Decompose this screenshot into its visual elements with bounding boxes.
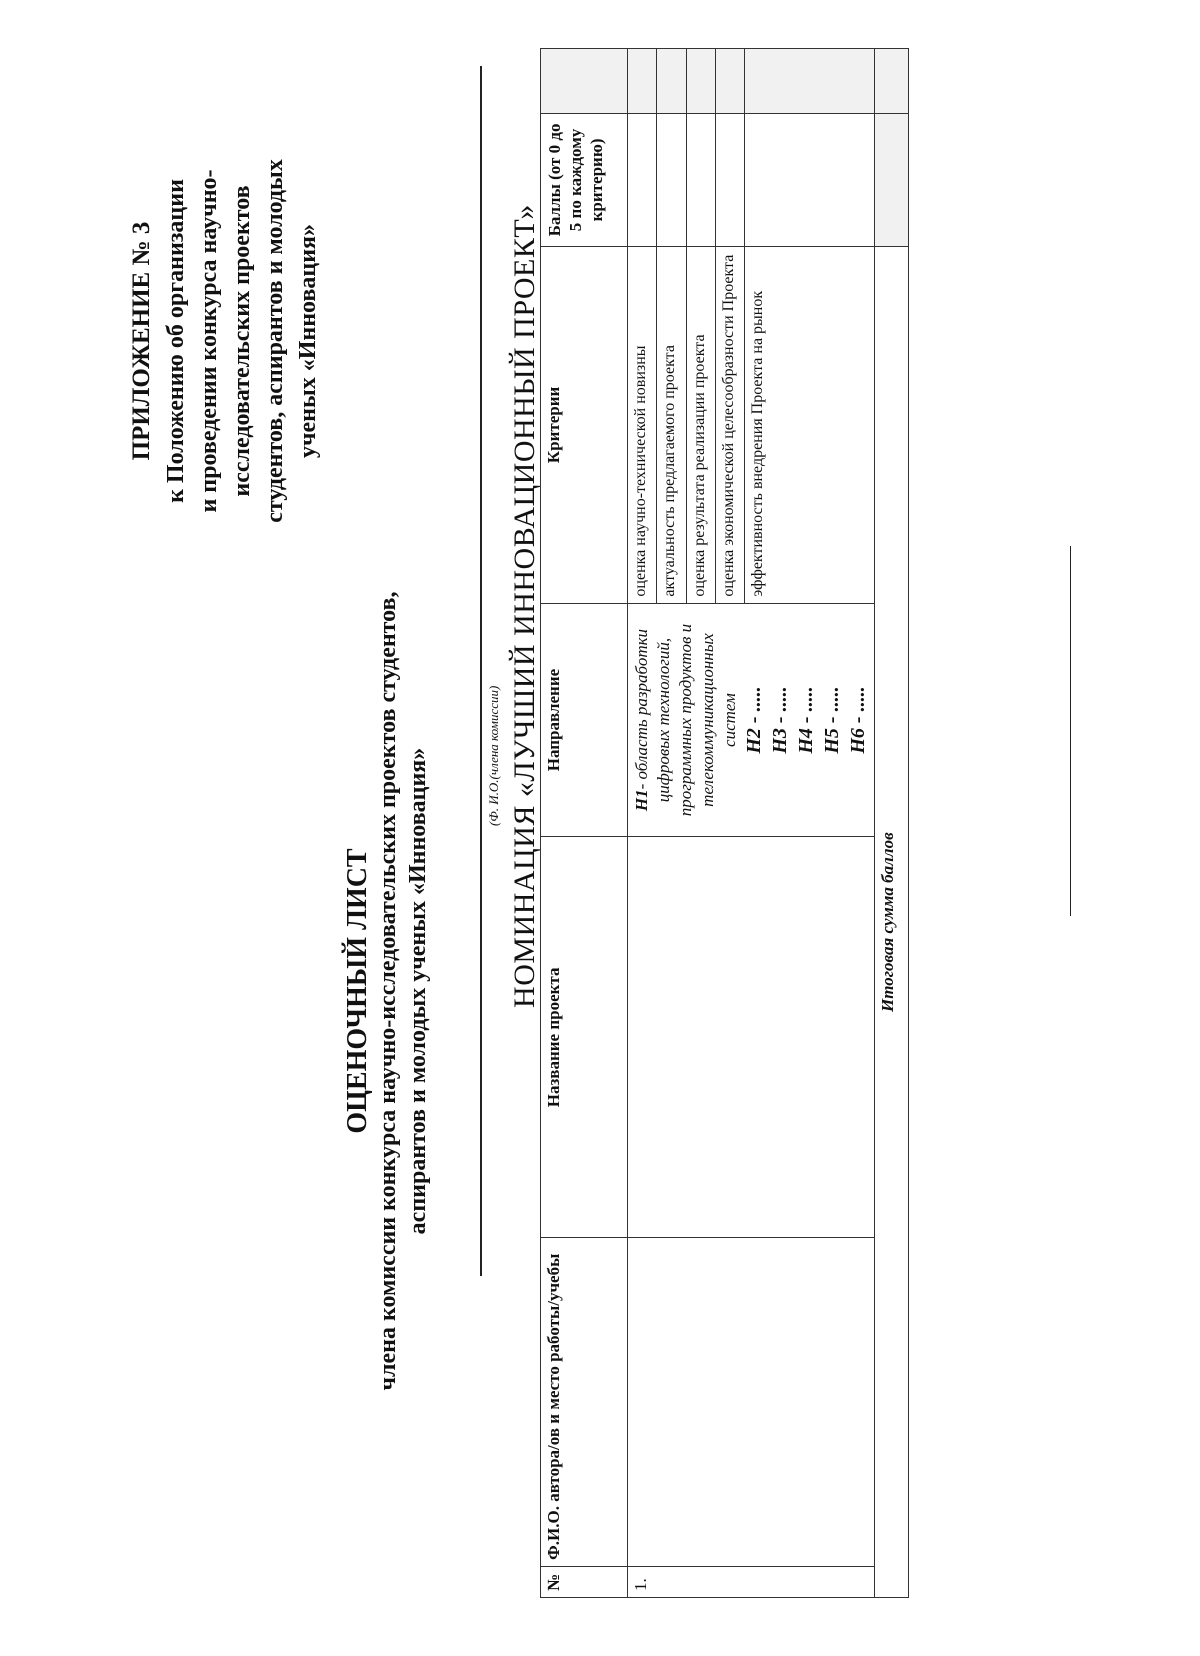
extra-cell	[657, 49, 686, 114]
appendix-line: к Положению об организации	[163, 179, 189, 503]
signature-line	[1070, 546, 1071, 916]
total-extra-cell	[875, 49, 909, 114]
extra-cell	[715, 49, 744, 114]
extra-cell	[745, 49, 875, 114]
criterion-cell: оценка экономической целесообразности Проекта	[715, 247, 744, 603]
sheet-subtitle-line2: аспирантов и молодых ученых «Инновация»	[405, 747, 431, 1235]
direction-item: Н2 - .....	[743, 686, 765, 754]
direction-item: Н4 - .....	[795, 686, 817, 754]
direction-item: Н6 - .....	[847, 686, 869, 754]
direction-item: Н5 - .....	[821, 686, 843, 754]
sheet-title: ОЦЕНОЧНЫЙ ЛИСТ	[342, 848, 373, 1134]
criterion-cell: оценка результата реализации проекта	[686, 247, 715, 603]
criterion-cell: эффективность внедрения Проекта на рынок	[745, 247, 875, 603]
row-direction-cell	[628, 603, 875, 837]
total-label: Итоговая сумма баллов	[875, 247, 909, 1598]
appendix-title: ПРИЛОЖЕНИЕ № 3	[128, 221, 155, 461]
extra-cell	[628, 49, 657, 114]
direction-h1-code: Н1	[632, 789, 651, 812]
sheet-title-block	[343, 446, 433, 1536]
header-project-name: Название проекта	[541, 837, 628, 1238]
direction-item: Н3 - .....	[769, 686, 791, 754]
header-author: Ф.И.О. автора/ов и место работы/учебы	[541, 1238, 628, 1567]
table-header-row	[541, 49, 628, 1598]
appendix-header	[125, 81, 325, 601]
total-row	[875, 49, 909, 1598]
score-cell[interactable]	[686, 113, 715, 247]
fio-signature-line	[480, 66, 482, 1276]
score-cell[interactable]	[628, 113, 657, 247]
appendix-line: исследовательских проектов	[229, 185, 255, 497]
appendix-line: ученых «Инновация»	[295, 223, 321, 459]
row-num: 1.	[628, 1566, 875, 1597]
direction-h1-text: - область разработки цифровых технологий, программных продуктов и телекоммуникационных систем	[632, 623, 739, 817]
fio-caption: (Ф. И.О.(члена комиссии)	[486, 685, 501, 826]
sheet-subtitle-line1: члена комиссии конкурса научно-исследовательских проектов студентов,	[375, 591, 401, 1391]
nomination-title: НОМИНАЦИЯ «ЛУЧШИЙ ИННОВАЦИОННЫЙ ПРОЕКТ»	[508, 204, 541, 1008]
header-num: №	[541, 1566, 628, 1597]
table-row	[628, 49, 657, 1598]
row-author-cell[interactable]	[628, 1238, 875, 1567]
appendix-line: студентов, аспирантов и молодых	[262, 159, 288, 523]
criterion-cell: актуальность предлагаемого проекта	[657, 247, 686, 603]
total-score-cell[interactable]	[875, 113, 909, 247]
score-cell[interactable]	[657, 113, 686, 247]
score-cell[interactable]	[745, 113, 875, 247]
header-score: Баллы (от 0 до 5 по каждому критерию)	[541, 113, 628, 247]
row-project-name-cell[interactable]	[628, 837, 875, 1238]
header-criteria: Критерии	[541, 247, 628, 603]
extra-cell	[686, 49, 715, 114]
criterion-cell: оценка научно-технической новизны	[628, 247, 657, 603]
score-cell[interactable]	[715, 113, 744, 247]
header-direction: Направление	[541, 603, 628, 837]
evaluation-table	[540, 48, 909, 1598]
header-extra-cell	[541, 49, 628, 114]
direction-h1	[631, 610, 741, 831]
appendix-line: и проведении конкурса научно-	[196, 169, 222, 513]
